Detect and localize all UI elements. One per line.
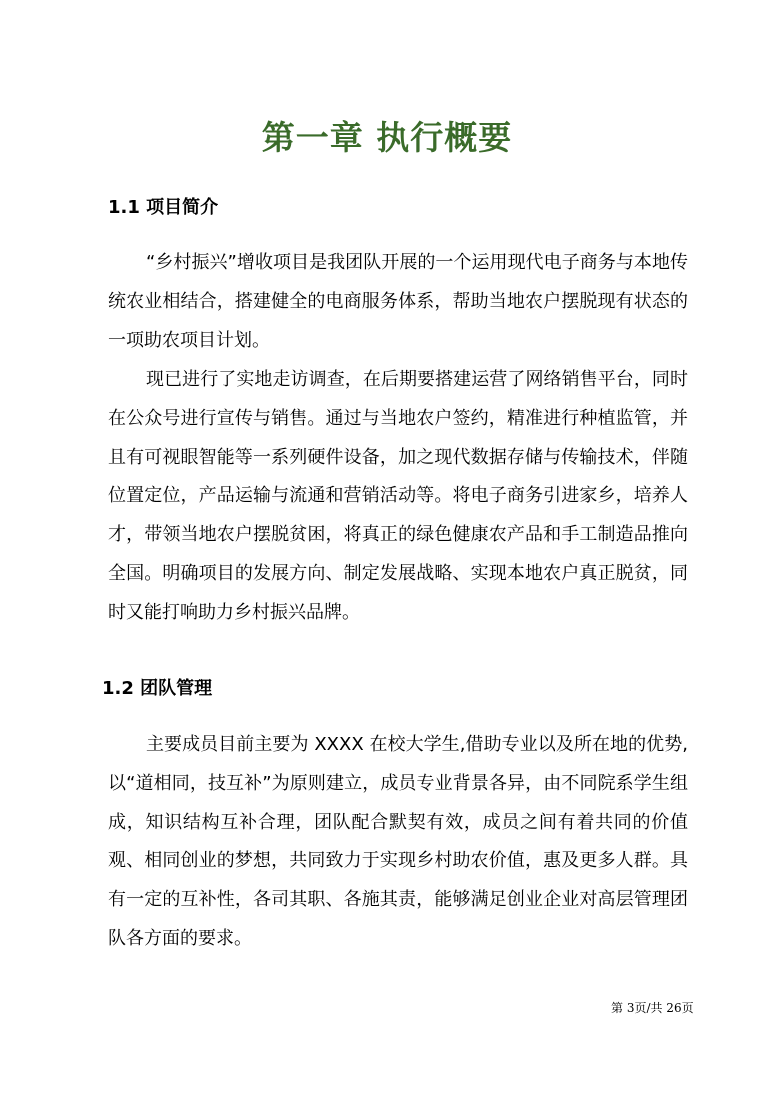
section-heading-team: 1.2 团队管理 <box>102 678 213 699</box>
chapter-title: 第一章 执行概要 <box>261 118 513 157</box>
paragraph-intro-2: 现已进行了实地走访调查，在后期要搭建运营了网络销售平台，同时在公众号进行宣传与销售。通过与当地农户签约，精准进行种植监管，并且有可视眼智能等一系列硬件设备，加之现代数据存储与传输技术，伴随位置定位，产品运输与流通和营销活动等。将电子商务引进家乡，培养人才，带领当地农户摆脱贫困，将真正的绿色健康农产品和手工制造品推向全国。明确项目的发展方向、制定发展战略、实现本地农户真正脱贫，同时又能打响助力乡村振兴品牌。 <box>108 369 688 623</box>
paragraph-intro-1: “乡村振兴”增收项目是我团队开展的一个运用现代电子商务与本地传统农业相结合，搭建健全的电商服务体系，帮助当地农户摆脱现有状态的一项助农项目计划。 <box>108 252 688 351</box>
paragraph-team-1: 主要成员目前主要为 XXXX 在校大学生,借助专业以及所在地的优势,以“道相同，技互补”为原则建立，成员专业背景各异，由不同院系学生组成，知识结构互补合理，团队配合默契有效，成员之间有着共同的价值观、相同创业的梦想，共同致力于实现乡村助农价值，惠及更多人群。具有一定的互补性，各司其职、各施其责，能够满足创业企业对高层管理团队各方面的要求。 <box>108 734 688 949</box>
section-heading-intro: 1.1 项目简介 <box>108 197 219 218</box>
page-number: 第 3页/共 26页 <box>611 1001 694 1015</box>
